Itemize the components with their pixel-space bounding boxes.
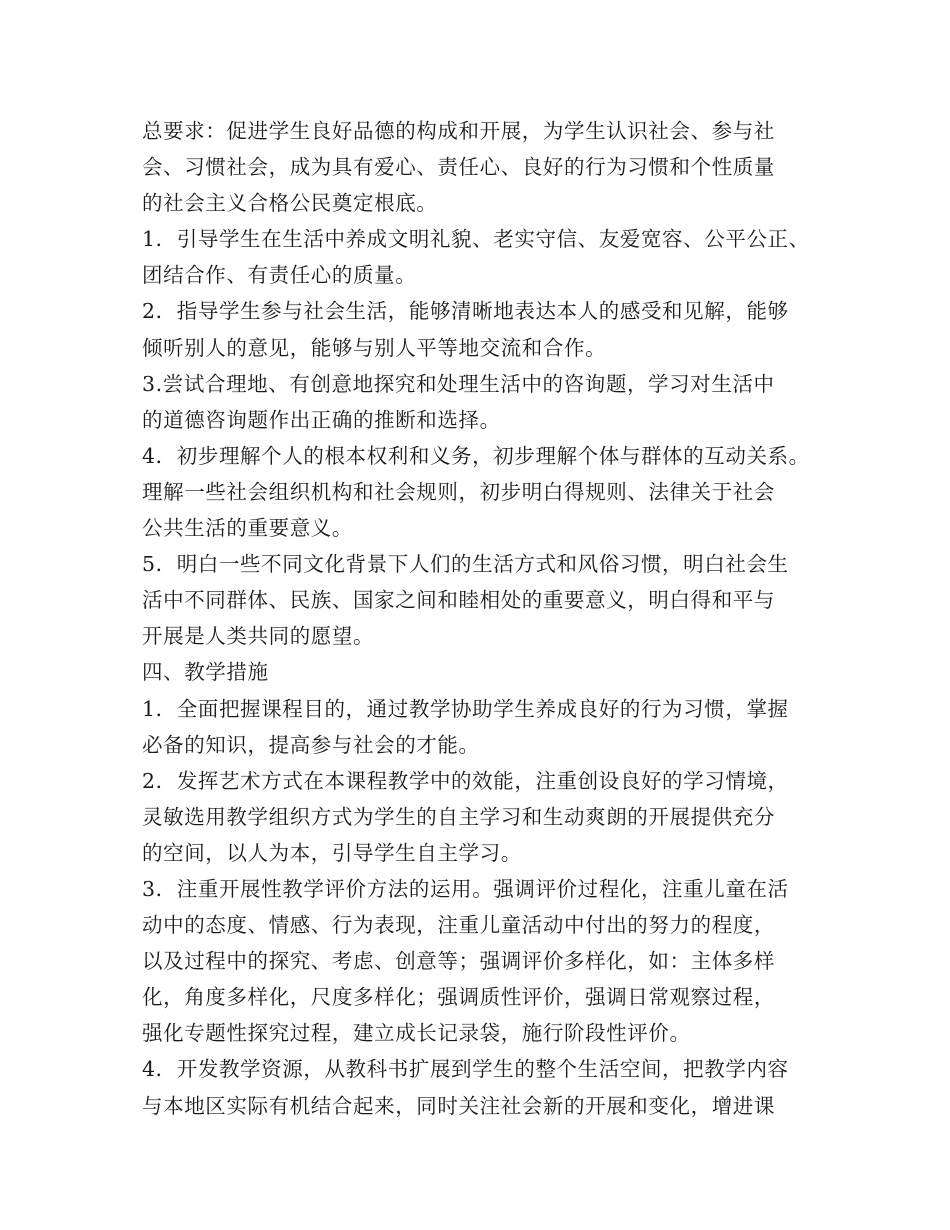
text-line: 4．开发教学资源，从教科书扩展到学生的整个生活空间，把教学内容 xyxy=(142,1057,789,1082)
text-line: 2．指导学生参与社会生活，能够清晰地表达本人的感受和见解，能够 xyxy=(142,299,789,324)
text-line: 活中不同群体、民族、国家之间和睦相处的重要意义，明白得和平与 xyxy=(142,588,775,613)
text-line: 动中的态度、情感、行为表现，注重儿童活动中付出的努力的程度， xyxy=(142,913,775,938)
text-line: 3.尝试合理地、有创意地探究和处理生活中的咨询题，学习对生活中 xyxy=(142,371,775,396)
text-line: 化，角度多样化，尺度多样化；强调质性评价，强调日常观察过程， xyxy=(142,985,775,1010)
text-line: 必备的知识，提高参与社会的才能。 xyxy=(142,732,480,757)
text-line: 的空间，以人为本，引导学生自主学习。 xyxy=(142,840,522,865)
text-line: 灵敏选用教学组织方式为学生的自主学习和生动爽朗的开展提供充分 xyxy=(142,804,775,829)
text-line: 以及过程中的探究、考虑、创意等；强调评价多样化，如：主体多样 xyxy=(142,949,775,974)
text-line: 公共生活的重要意义。 xyxy=(142,516,353,541)
text-line: 5．明白一些不同文化背景下人们的生活方式和风俗习惯，明白社会生 xyxy=(142,552,789,577)
text-line: 3．注重开展性教学评价方法的运用。强调评价过程化，注重儿童在活 xyxy=(142,876,789,901)
text-line: 会、习惯社会，成为具有爱心、责任心、良好的行为习惯和个性质量 xyxy=(142,155,775,180)
text-line: 1．全面把握课程目的，通过教学协助学生养成良好的行为习惯，掌握 xyxy=(142,696,789,721)
section-heading: 四、教学措施 xyxy=(142,660,269,685)
text-line: 与本地区实际有机结合起来，同时关注社会新的开展和变化，增进课 xyxy=(142,1093,775,1118)
text-line: 总要求：促进学生良好品德的构成和开展，为学生认识社会、参与社 xyxy=(142,119,775,143)
text-line: 的道德咨询题作出正确的推断和选择。 xyxy=(142,407,501,432)
text-line: 的社会主义合格公民奠定根底。 xyxy=(142,191,438,216)
text-line: 2．发挥艺术方式在本课程教学中的效能，注重创设良好的学习情境， xyxy=(142,768,789,793)
text-line: 理解一些社会组织机构和社会规则，初步明白得规则、法律关于社会 xyxy=(142,479,775,504)
document-body xyxy=(142,113,842,1124)
text-line: 开展是人类共同的愿望。 xyxy=(142,624,375,649)
text-line: 倾听别人的意见，能够与别人平等地交流和合作。 xyxy=(142,335,607,360)
text-line: 1．引导学生在生活中养成文明礼貌、老实守信、友爱宽容、公平公正、 xyxy=(142,227,810,252)
text-line: 4．初步理解个人的根本权利和义务，初步理解个体与群体的互动关系。 xyxy=(142,443,810,468)
text-line: 团结合作、有责任心的质量。 xyxy=(142,263,417,288)
text-line: 强化专题性探究过程，建立成长记录袋，施行阶段性评价。 xyxy=(142,1021,691,1046)
